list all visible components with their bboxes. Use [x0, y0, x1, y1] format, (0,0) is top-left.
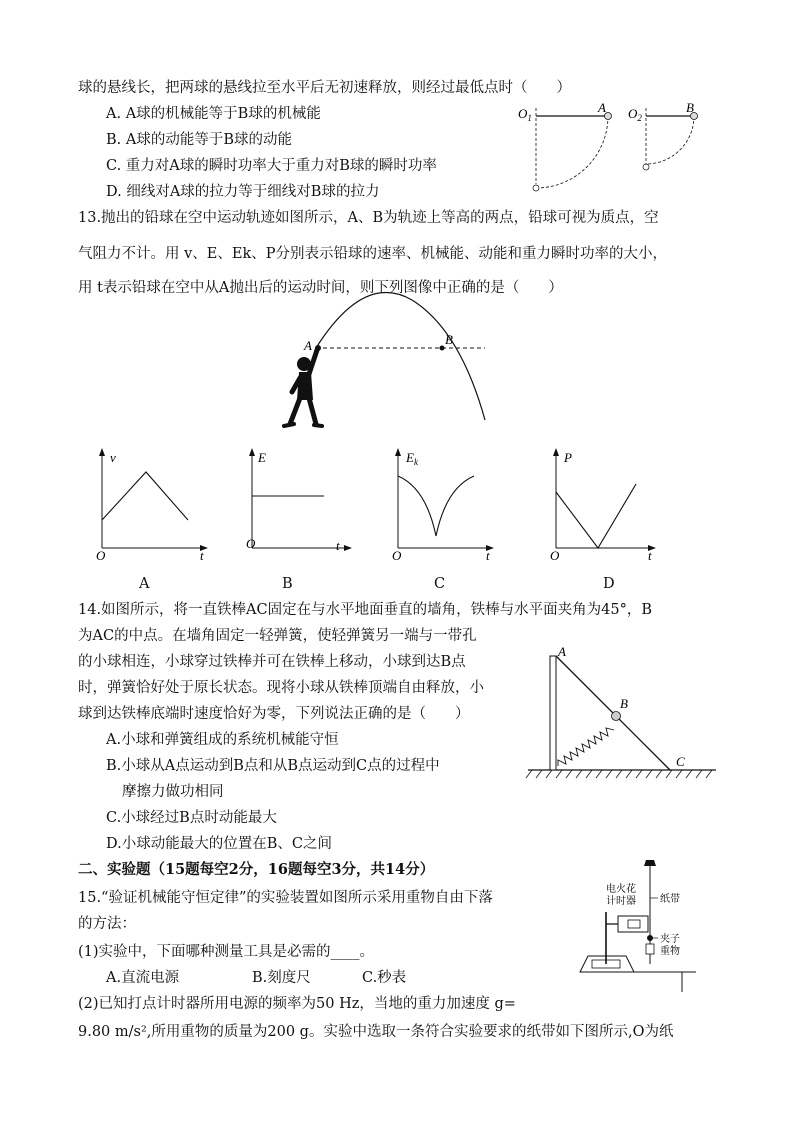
q15-choice-c: C.秒表	[362, 970, 407, 986]
q15-line-4: (2)已知打点计时器所用电源的频率为50 Hz，当地的重力加速度 g=	[78, 996, 516, 1012]
graph-d	[544, 448, 664, 563]
q14-line-2: 为AC的中点。在墙角固定一轻弹簧，使轻弹簧另一端与一带孔	[78, 628, 477, 644]
q14-wall	[550, 656, 556, 770]
q14-b-label: B	[620, 696, 628, 711]
q12-option-a: A. A球的机械能等于B球的机械能	[106, 106, 321, 122]
graph-d-xlabel: t	[648, 548, 652, 563]
graph-c	[386, 448, 506, 563]
section-2-heading: 二、实验题（15题每空2分，16题每空3分，共14分）	[78, 861, 435, 878]
graph-c-origin: O	[392, 548, 402, 563]
q12-a-label: A	[598, 100, 606, 115]
q15-choice-b: B.刻度尺	[252, 970, 311, 986]
q13-line-2: 气阻力不计。用 v、E、Ek、P分别表示铅球的速率、机械能、动能和重力瞬时功率的大小，	[78, 246, 668, 262]
q15-line-2: 的方法：	[78, 916, 136, 932]
q12-option-d: D. 细线对A球的拉力等于细线对B球的拉力	[106, 184, 380, 200]
q15-clip-label: 夹子	[660, 934, 680, 945]
graph-a-y-arrow	[99, 448, 105, 456]
graph-d-y-arrow	[553, 448, 559, 456]
q13-trajectory-curve	[316, 292, 485, 420]
q15-weight	[646, 944, 654, 954]
graph-c-curve	[398, 476, 474, 536]
q13-line-1: 13.抛出的铅球在空中运动轨迹如图所示，A、B为轨迹上等高的两点，铅球可视为质点，空	[78, 210, 659, 226]
q14-option-b-cont: 摩擦力做功相同	[122, 784, 224, 800]
q14-line-4: 时，弹簧恰好处于原长状态。现将小球从铁棒顶端自由释放，小	[78, 680, 484, 696]
graph-b-ylabel: E	[258, 450, 266, 465]
q15-line-5: 9.80 m/s²,所用重物的质量为200 g。实验中选取一条符合实验要求的纸带如下图所示,O为纸	[78, 1024, 674, 1040]
q13-b-label: B	[445, 332, 453, 347]
q15-tape-label: 纸带	[660, 894, 680, 905]
graph-b-caption: B	[282, 576, 293, 592]
q12-option-c: C. 重力对A球的瞬时功率大于重力对B球的瞬时功率	[106, 158, 437, 174]
graph-c-y-arrow	[395, 448, 401, 456]
q14-ground-hatch	[526, 770, 712, 778]
q15-apparatus-figure	[570, 852, 700, 1002]
q15-timer-window	[628, 920, 640, 928]
q15-timer-label-1: 电火花	[606, 884, 636, 895]
graph-d-origin: O	[550, 548, 560, 563]
graph-a-curve	[102, 472, 188, 520]
q14-option-a: A.小球和弹簧组成的系统机械能守恒	[106, 732, 339, 748]
q14-option-b: B.小球从A点运动到B点和从B点运动到C点的过程中	[106, 758, 440, 774]
q15-choice-a: A.直流电源	[106, 970, 180, 986]
q12-arc-b	[646, 116, 694, 164]
q14-rod-figure	[528, 640, 728, 780]
thrower-silhouette	[284, 350, 322, 426]
q12-ball-a-low	[533, 185, 539, 191]
graph-b-y-arrow	[249, 448, 255, 456]
q14-line-3: 的小球相连，小球穿过铁棒并可在铁棒上移动，小球到达B点	[78, 654, 466, 670]
q13-a-label: A	[304, 338, 312, 353]
q14-spring	[558, 728, 614, 766]
graph-d-ylabel: P	[564, 450, 572, 465]
graph-a-caption: A	[139, 576, 150, 592]
q12-o1-label: $O_1$	[518, 106, 532, 123]
graph-b	[240, 448, 360, 563]
q15-timer-label-2: 计时器	[606, 896, 636, 907]
q14-option-c: C.小球经过B点时动能最大	[106, 810, 277, 826]
q15-hand	[644, 860, 656, 866]
graph-c-ylabel: $E_k$	[406, 450, 418, 467]
graph-a-xlabel: t	[200, 548, 204, 563]
q15-weight-label: 重物	[660, 946, 680, 957]
q14-c-label: C	[676, 754, 685, 769]
graph-c-xlabel: t	[486, 548, 490, 563]
q15-line-3: (1)实验中，下面哪种测量工具是必需的____。	[78, 944, 375, 960]
graph-b-origin: O	[246, 536, 256, 551]
q14-line-1: 14.如图所示，将一直铁棒AC固定在与水平地面垂直的墙角，铁棒与水平面夹角为45°，B	[78, 602, 652, 618]
q12-pendulum-figure	[510, 100, 710, 200]
q14-line-5: 球到达铁棒底端时速度恰好为零，下列说法正确的是（ ）	[78, 706, 470, 722]
q12-arc-a	[536, 116, 608, 188]
graph-b-xlabel: t	[336, 538, 340, 553]
graph-c-caption: C	[434, 576, 446, 592]
graph-d-curve	[556, 484, 636, 548]
q12-option-b: B. A球的动能等于B球的动能	[106, 132, 292, 148]
graph-b-x-arrow	[344, 545, 352, 551]
graph-d-caption: D	[603, 576, 615, 592]
q15-line-1: 15.“验证机械能守恒定律”的实验装置如图所示采用重物自由下落	[78, 890, 493, 906]
q12-o2-label: $O_2$	[628, 106, 642, 123]
q13-trajectory-figure	[280, 300, 500, 440]
q13-line-3: 用 t表示铅球在空中从A抛出后的运动时间，则下列图像中正确的是（ ）	[78, 280, 563, 296]
graph-a-origin: O	[96, 548, 106, 563]
q12-ball-b-low	[643, 164, 649, 170]
graph-a	[90, 448, 210, 563]
graph-a-ylabel: v	[110, 450, 116, 465]
q13-point-b	[440, 346, 445, 351]
q12-stem: 球的悬线长，把两球的悬线拉至水平后无初速释放，则经过最低点时（ ）	[78, 80, 571, 96]
q14-ball	[612, 712, 621, 721]
q12-b-label: B	[686, 100, 694, 115]
q14-a-label: A	[558, 644, 566, 659]
q14-option-d: D.小球动能最大的位置在B、C之间	[106, 836, 332, 852]
